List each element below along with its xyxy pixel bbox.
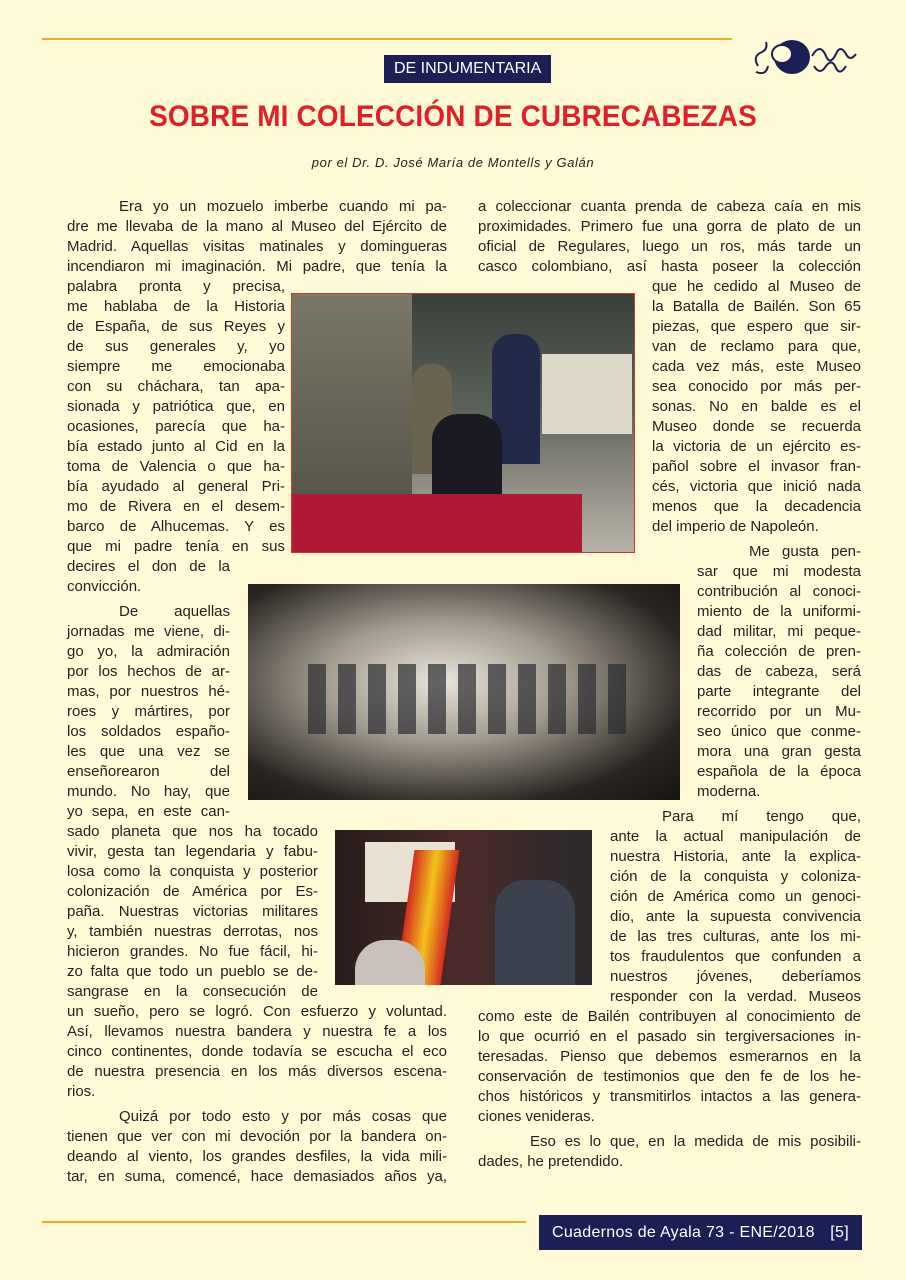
text-line: losa como la conquista y posterior <box>67 863 318 880</box>
text-line: lo que ocurrió en el pasado sin tergiversaciones in- <box>478 1028 861 1045</box>
text-line: Museo donde se recuerda <box>652 418 861 435</box>
text-line: convicción. <box>67 578 142 595</box>
text-line: das de cabeza, será <box>697 663 861 680</box>
text-line: pañol sobre el invasor fran- <box>652 458 861 475</box>
text-line: De aquellas <box>119 603 230 620</box>
section-label: DE INDUMENTARIA <box>384 55 551 83</box>
text-line: cinco continentes, donde todavía se escucha el eco <box>67 1043 447 1060</box>
text-line: recorrido por un Mu- <box>697 703 861 720</box>
magazine-logo-icon <box>752 36 864 78</box>
text-line: cada vez más, este Museo <box>652 358 861 375</box>
text-line: que he cedido al Museo de <box>652 278 861 295</box>
text-line: chos históricos y transmitirlos intactos a las genera- <box>478 1088 861 1105</box>
text-line: incendiaron mi imaginación. Mi padre, que tenía la <box>67 258 447 275</box>
top-rule <box>42 38 732 40</box>
text-line: a coleccionar cuanta prenda de cabeza caía en mis <box>478 198 861 215</box>
text-line: contribución al conoci- <box>697 583 861 600</box>
text-line: ciones venideras. <box>478 1108 595 1125</box>
text-line: yo sepa, en este can- <box>67 803 230 820</box>
text-line: ocasiones, parecía que ha- <box>67 418 285 435</box>
text-line: parte integrante del <box>697 683 861 700</box>
footer-publication: Cuadernos de Ayala 73 - ENE/2018 <box>552 1224 815 1241</box>
text-line: enseñorearon del <box>67 763 230 780</box>
text-line: conservación de testimonios que den fe de los he- <box>478 1068 861 1085</box>
text-line: palabra pronta y precisa, <box>67 278 285 295</box>
text-line: colonización de América por Es- <box>67 883 318 900</box>
text-line: los soldados españo- <box>67 723 230 740</box>
text-line: vivir, gesta tan legendaria y fabu- <box>67 843 318 860</box>
photo-unveiling <box>335 830 592 985</box>
text-line: van de reclamo para que, <box>652 338 861 355</box>
text-line: rios. <box>67 1083 96 1100</box>
text-line: seo único que conme- <box>697 723 861 740</box>
text-line: nuestra Historia, ante la explica- <box>610 848 861 865</box>
text-line: Para mí tengo que, <box>662 808 861 825</box>
text-line: sado planeta que nos ha tocado <box>67 823 318 840</box>
text-line: deando al viento, los grandes desfiles, la vida mili- <box>67 1148 447 1165</box>
text-line: del imperio de Napoleón. <box>652 518 819 535</box>
text-line: les que una vez se <box>67 743 230 760</box>
text-line: moderna. <box>697 783 761 800</box>
text-line: decires el don de la <box>67 558 230 575</box>
text-line: me hablaba de la Historia <box>67 298 285 315</box>
text-line: hicieron grandes. No fue fácil, hi- <box>67 943 318 960</box>
text-line: la victoria de un ejército es- <box>652 438 861 455</box>
text-line: con su cháchara, tan apa- <box>67 378 285 395</box>
text-line: oficial de Regulares, luego un ros, más tarde un <box>478 238 861 255</box>
text-line: ción de la conquista y coloniza- <box>610 868 861 885</box>
text-line: mas, por nuestros hé- <box>67 683 230 700</box>
text-line: nuestros jóvenes, deberíamos <box>610 968 861 985</box>
text-line: Me gusta pen- <box>749 543 861 560</box>
text-line: teresadas. Pienso que debemos esmerarnos en la <box>478 1048 861 1065</box>
article-title: SOBRE MI COLECCIÓN DE CUBRECABEZAS <box>149 100 757 133</box>
photo-headwear-display <box>248 584 680 800</box>
text-line: zo falta que todo un pueblo se de- <box>67 963 318 980</box>
text-line: Eso es lo que, en la medida de mis posibili- <box>530 1133 861 1150</box>
text-line: sionada y patriótica que, en <box>67 398 285 415</box>
text-line: Quizá por todo esto y por más cosas que <box>119 1108 447 1125</box>
bottom-rule <box>42 1221 526 1223</box>
text-line: bía estado junto al Cid en la <box>67 438 285 455</box>
text-line: barco de Alhucemas. Y es <box>67 518 285 535</box>
text-line: mundo. No hay, que <box>67 783 230 800</box>
text-line: bía ayudado al general Pri- <box>67 478 285 495</box>
text-line: tar, en suma, comencé, hace demasiados años ya, <box>67 1168 447 1185</box>
text-line: tos fraudulentos que confunden a <box>610 948 861 965</box>
text-line: dio, ante la supuesta convivencia <box>610 908 861 925</box>
text-line: sangrase en la consecución de <box>67 983 318 1000</box>
text-line: de sus generales y, yo <box>67 338 285 355</box>
text-line: proximidades. Primero fue una gorra de plato de un <box>478 218 861 235</box>
text-line: mora una gran gesta <box>697 743 861 760</box>
text-line: sar que mi modesta <box>697 563 861 580</box>
text-line: piezas, que espero que sir- <box>652 318 861 335</box>
text-line: que mi padre tenía en sus <box>67 538 285 555</box>
text-line: Así, llevamos nuestra bandera y nuestra fe a los <box>67 1023 447 1040</box>
text-line: casco colombiano, así hasta poseer la colección <box>478 258 861 275</box>
text-line: sonas. No en balde es el <box>652 398 861 415</box>
footer-page-number: [5] <box>830 1224 849 1241</box>
text-line: dad militar, mi peque- <box>697 623 861 640</box>
text-line: de las tres culturas, ante los mi- <box>610 928 861 945</box>
text-line: ante la actual manipulación de <box>610 828 861 845</box>
text-line: miento de la uniformi- <box>697 603 861 620</box>
article-byline: por el Dr. D. José María de Montells y Galán <box>311 155 595 170</box>
text-line: la Batalla de Bailén. Son 65 <box>652 298 861 315</box>
text-line: ña colección de pren- <box>697 643 861 660</box>
text-line: de España, de sus Reyes y <box>67 318 285 335</box>
photo-presentation-table <box>291 293 635 553</box>
text-line: un sueño, pero se logró. Con esfuerzo y voluntad. <box>67 1003 447 1020</box>
text-line: jornadas me viene, di- <box>67 623 230 640</box>
text-line: sea conocido por más per- <box>652 378 861 395</box>
text-line: de nuestra presencia en los más diversos escena- <box>67 1063 447 1080</box>
text-line: toma de Valencia o que ha- <box>67 458 285 475</box>
text-line: mo de Rivera en el desem- <box>67 498 285 515</box>
text-line: ción de América como un genoci- <box>610 888 861 905</box>
text-line: dades, he pretendido. <box>478 1153 624 1170</box>
text-line: go yo, la admiración <box>67 643 230 660</box>
text-line: y, también nuestras derrotas, nos <box>67 923 318 940</box>
text-line: roes y mártires, por <box>67 703 230 720</box>
text-line: española de la época <box>697 763 861 780</box>
text-line: tienen que ver con mi devoción por la bandera on- <box>67 1128 447 1145</box>
text-line: siempre me emocionaba <box>67 358 285 375</box>
text-line: Era yo un mozuelo imberbe cuando mi pa- <box>119 198 447 215</box>
text-line: dre me llevaba de la mano al Museo del Ejército de <box>67 218 447 235</box>
footer-bar <box>539 1215 862 1250</box>
text-line: responder con la verdad. Museos <box>610 988 861 1005</box>
text-line: paña. Nuestras victorias militares <box>67 903 318 920</box>
text-line: por los hechos de ar- <box>67 663 230 680</box>
text-line: cés, victoria que inició nada <box>652 478 861 495</box>
text-line: Madrid. Aquellas visitas matinales y domingueras <box>67 238 447 255</box>
text-line: como este de Bailén contribuyen al conocimiento de <box>478 1008 861 1025</box>
text-line: menos que la decadencia <box>652 498 861 515</box>
